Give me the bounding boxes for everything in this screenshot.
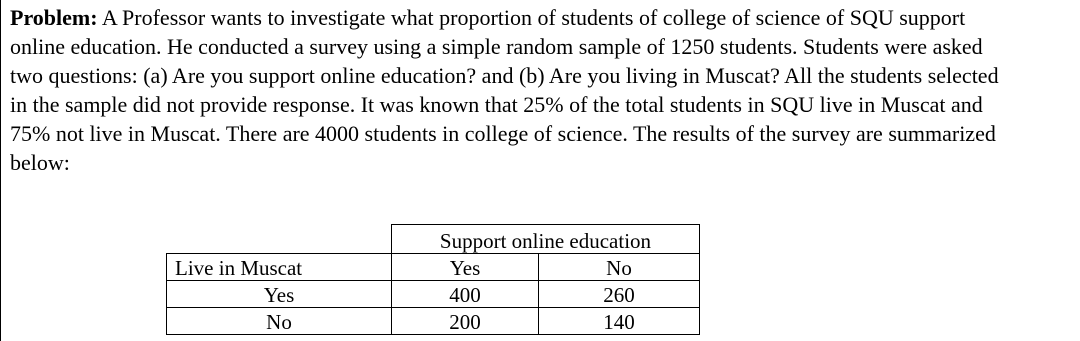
problem-label: Problem: bbox=[10, 5, 98, 30]
table-cell: 200 bbox=[392, 308, 539, 335]
table-row-label: Yes bbox=[167, 281, 392, 308]
table-group-header: Support online education bbox=[392, 225, 700, 254]
problem-paragraph bbox=[10, 3, 1010, 177]
problem-text: A Professor wants to investigate what proportion of students of college of science of SQU support online education. He conducted a survey using a simple random sample of 1250 students. Students were asked two questions: (a) Are you support online education? and (b) Are you living in Muscat? All the students selected in the sample did not provide response. It was known that 25% of the total students in SQU live in Muscat and 75% not live in Muscat. There are 4000 students in college of science. The results of the survey are summarized below: bbox=[10, 5, 999, 175]
table-row bbox=[167, 308, 700, 335]
table-row-label: No bbox=[167, 308, 392, 335]
table-column-header-no: No bbox=[539, 254, 700, 281]
table-header-row-group bbox=[167, 225, 700, 254]
table-column-header-yes: Yes bbox=[392, 254, 539, 281]
table-corner-cell bbox=[167, 225, 392, 254]
survey-results-table bbox=[166, 224, 700, 335]
table-cell: 400 bbox=[392, 281, 539, 308]
table-cell: 140 bbox=[539, 308, 700, 335]
table-cell: 260 bbox=[539, 281, 700, 308]
table-row-header: Live in Muscat bbox=[167, 254, 392, 281]
table-header-row bbox=[167, 254, 700, 281]
table-row bbox=[167, 281, 700, 308]
